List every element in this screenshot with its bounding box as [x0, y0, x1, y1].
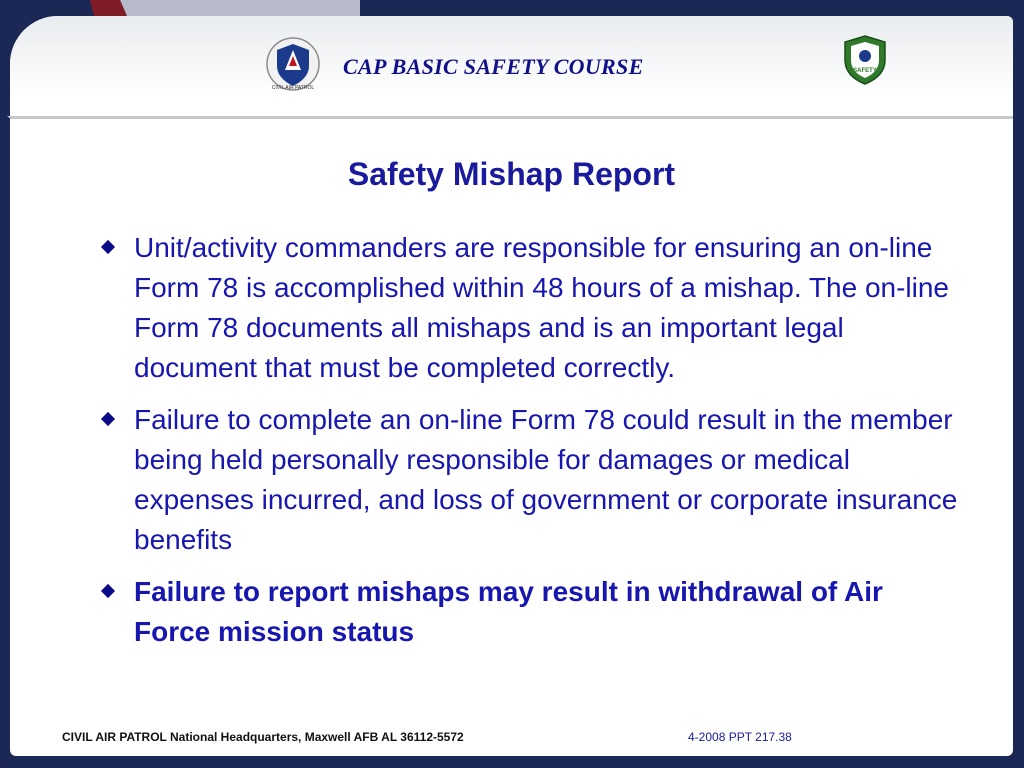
footer-organization: CIVIL AIR PATROL National Headquarters, Maxwell AFB AL 36112-5572: [62, 730, 464, 744]
diamond-bullet-icon: [101, 412, 115, 426]
civil-air-patrol-logo-text: CIVIL AIR PATROL: [271, 85, 315, 91]
footer-reference: 4-2008 PPT 217.38: [688, 730, 792, 744]
content-panel: [10, 16, 1013, 756]
bullet-text: Failure to report mishaps may result in withdrawal of Air Force mission status: [134, 576, 883, 647]
course-title: CAP BASIC SAFETY COURSE: [343, 54, 644, 79]
list-item: [98, 400, 958, 560]
civil-air-patrol-logo-icon: [265, 36, 321, 92]
diamond-bullet-icon: [101, 240, 115, 254]
list-item: [98, 228, 958, 388]
bullet-text: Failure to complete an on-line Form 78 could result in the member being held personally responsible for damages or medical expenses incurred, and loss of government or corporate insurance benefits: [134, 404, 958, 555]
list-item: [98, 572, 958, 652]
safety-shield-icon: [842, 34, 888, 86]
diamond-bullet-icon: [101, 584, 115, 598]
safety-shield-text: SAFETY: [853, 68, 877, 74]
bullet-list: [98, 228, 958, 664]
slide-title: Safety Mishap Report: [347, 156, 676, 192]
bullet-text: Unit/activity commanders are responsible for ensuring an on-line Form 78 is accomplished within 48 hours of a mishap. The on-line Form 78 documents all mishaps and is an important legal document that must be completed correctly.: [134, 232, 949, 383]
